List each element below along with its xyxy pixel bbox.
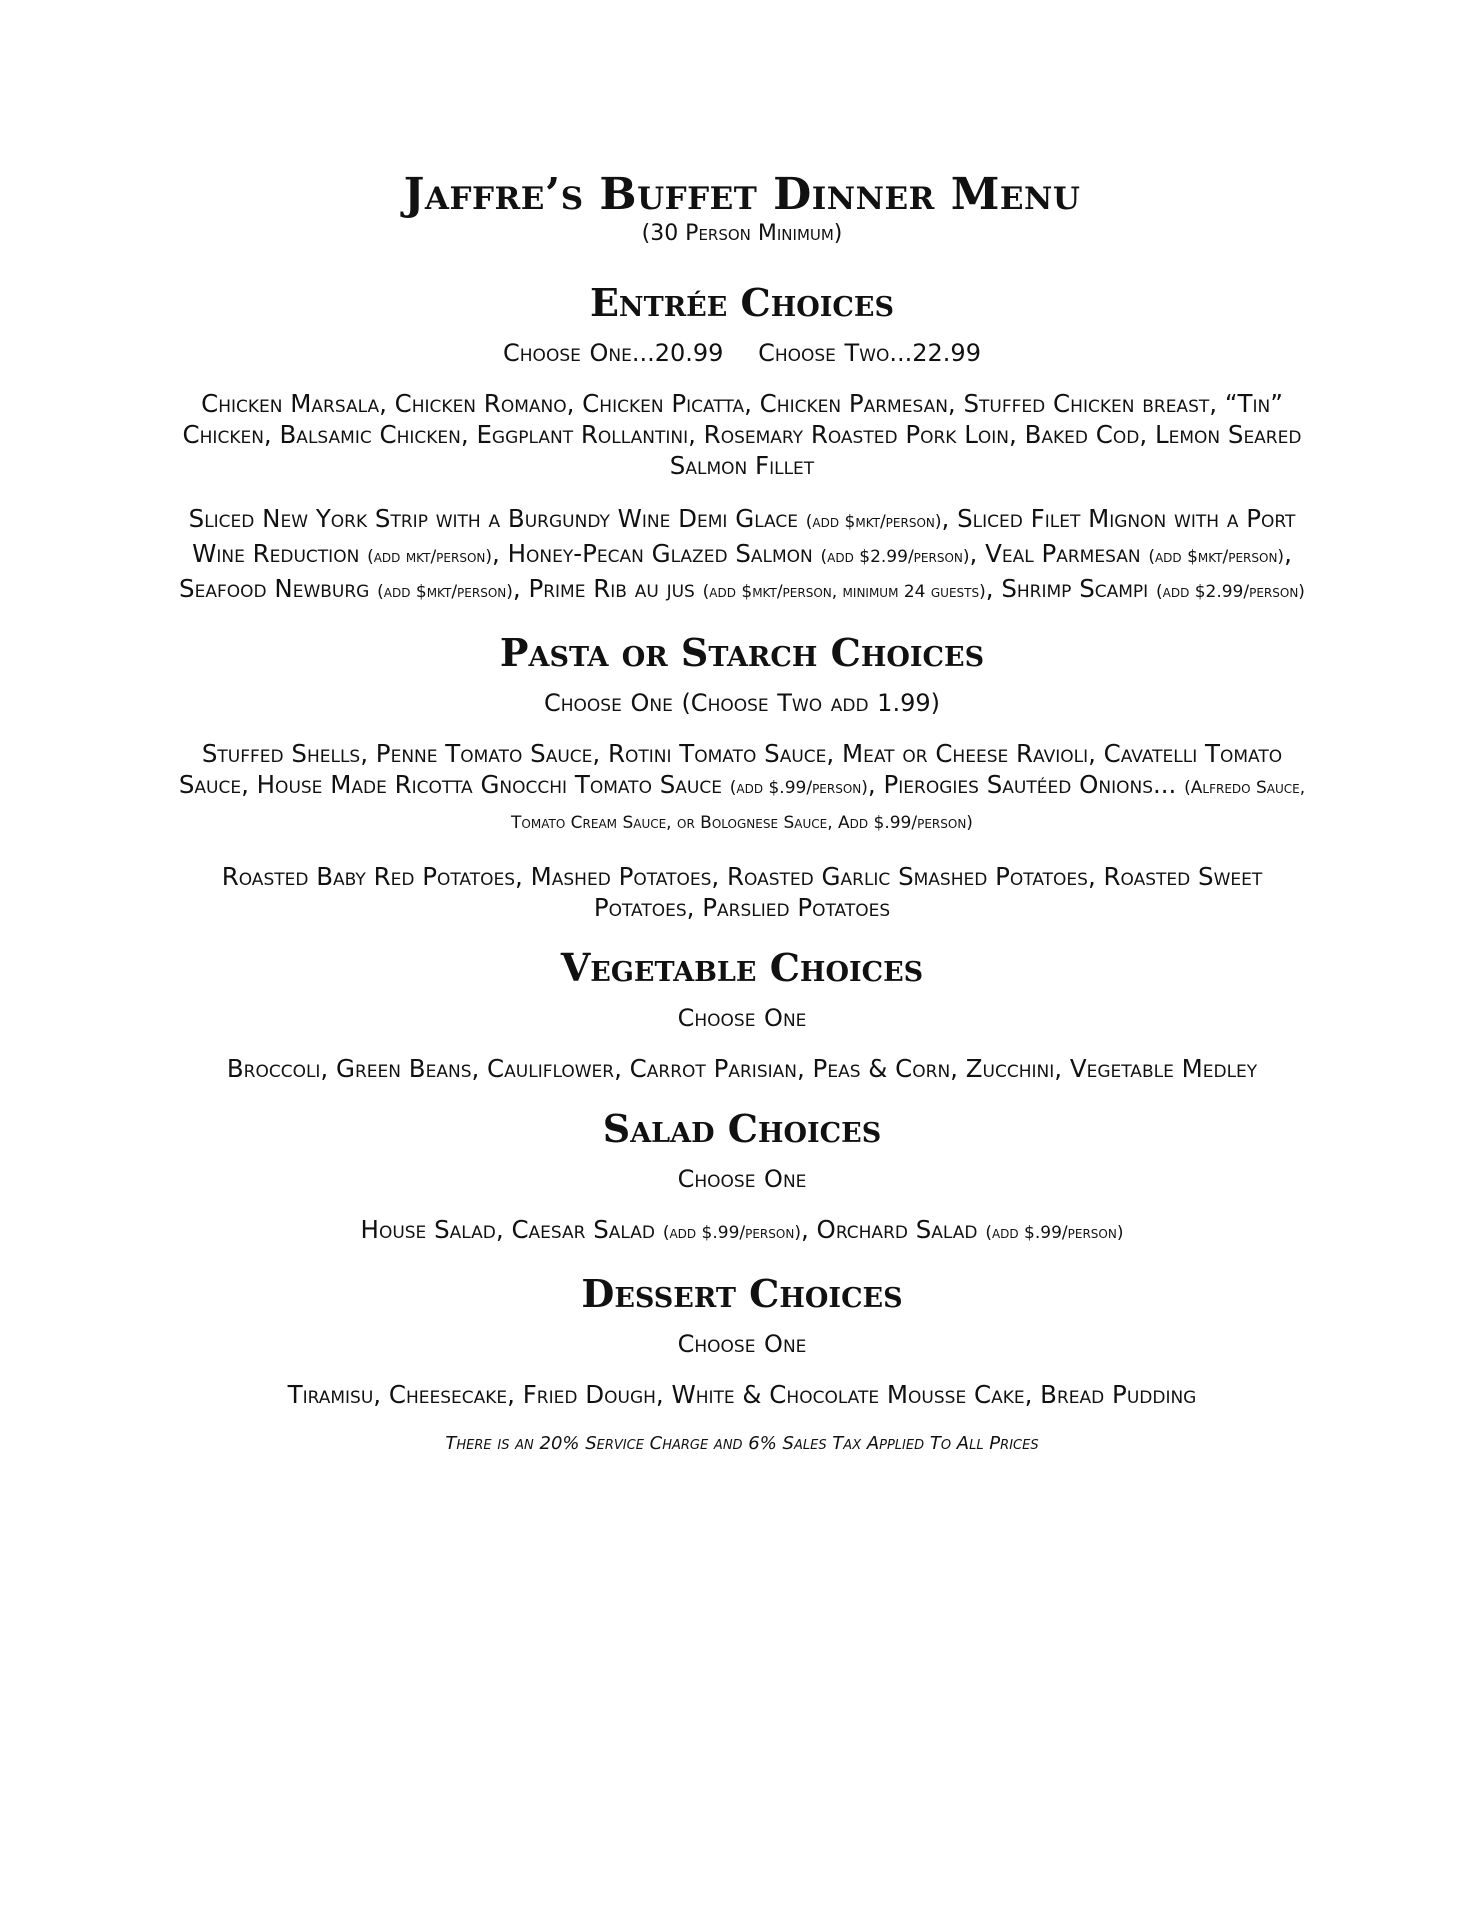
salad-section xyxy=(170,1106,1314,1249)
dessert-section xyxy=(170,1271,1314,1410)
salad-items xyxy=(170,1214,1314,1249)
premium-item: Honey-Pecan Glazed Salmon (add $2.99/person), xyxy=(507,539,986,568)
entree-premium-items xyxy=(170,503,1314,608)
dessert-heading: Dessert Choices xyxy=(581,1271,903,1316)
vegetable-choose: Choose One xyxy=(677,1004,807,1032)
entree-section xyxy=(170,280,1314,608)
menu-subtitle: (30 Person Minimum) xyxy=(641,221,843,246)
premium-item: Sliced Filet Mignon with a Port Wine Reduction (add mkt/person), xyxy=(192,504,1296,568)
dessert-items: Tiramisu, Cheesecake, Fried Dough, White & Chocolate Mousse Cake, Bread Pudding xyxy=(287,1380,1197,1409)
vegetable-heading: Vegetable Choices xyxy=(560,945,924,990)
menu-title: Jaffre’s Buffet Dinner Menu xyxy=(403,169,1081,220)
menu-page xyxy=(170,170,1314,1456)
pasta-items: Stuffed Shells, Penne Tomato Sauce, Rotini Tomato Sauce, Meat or Cheese Ravioli, Cavatelli Tomato Sauce, House Made Ricotta Gnocchi Tomato Sauce (add $.99/person), Pierogies Sautéed Onions... (Alfredo Sauce, Tomato Cream Sauce, or Bolognese Sauce, Add $.99/person) xyxy=(178,739,1306,833)
vegetable-section xyxy=(170,945,1314,1084)
footer-note: There is an 20% Service Charge and 6% Sales Tax Applied To All Prices xyxy=(445,1433,1039,1454)
entree-choose-two-price: Choose Two...22.99 xyxy=(758,339,981,367)
pasta-choose: Choose One (Choose Two add 1.99) xyxy=(544,689,940,717)
pasta-heading: Pasta or Starch Choices xyxy=(499,630,985,675)
entree-pricing xyxy=(170,338,1314,368)
entree-heading: Entrée Choices xyxy=(589,280,895,325)
premium-item: Seafood Newburg (add $mkt/person), xyxy=(179,574,529,603)
salad-item: Caesar Salad (add $.99/person), xyxy=(511,1215,817,1244)
premium-item: Shrimp Scampi (add $2.99/person) xyxy=(1001,574,1305,603)
premium-item: Veal Parmesan (add $mkt/person), xyxy=(985,539,1292,568)
gnocchi-note: (add $.99/person) xyxy=(729,778,868,798)
premium-item: Sliced New York Strip with a Burgundy Wine Demi Glace (add $mkt/person), xyxy=(188,504,958,533)
entree-standard-items: Chicken Marsala, Chicken Romano, Chicken Picatta, Chicken Parmesan, Stuffed Chicken breast, “Tin” Chicken, Balsamic Chicken, Eggplant Rollantini, Rosemary Roasted Pork Loin, Baked Cod, Lemon Seared Salmon Fillet xyxy=(182,389,1302,480)
entree-choose-one-price: Choose One...20.99 xyxy=(503,339,724,367)
salad-item: Orchard Salad (add $.99/person) xyxy=(816,1215,1124,1244)
sauce-note: (Alfredo Sauce, Tomato Cream Sauce, or Bolognese Sauce, Add $.99/person) xyxy=(511,778,1306,833)
potato-items: Roasted Baby Red Potatoes, Mashed Potatoes, Roasted Garlic Smashed Potatoes, Roasted Sweet Potatoes, Parslied Potatoes xyxy=(221,862,1263,922)
salad-item: House Salad, xyxy=(360,1215,512,1244)
pasta-section xyxy=(170,630,1314,923)
salad-heading: Salad Choices xyxy=(602,1106,882,1151)
premium-item: Prime Rib au jus (add $mkt/person, minimum 24 guests), xyxy=(528,574,1002,603)
dessert-choose: Choose One xyxy=(677,1330,807,1358)
salad-choose: Choose One xyxy=(677,1165,807,1193)
vegetable-items: Broccoli, Green Beans, Cauliflower, Carrot Parisian, Peas & Corn, Zucchini, Vegetable Medley xyxy=(226,1054,1258,1083)
